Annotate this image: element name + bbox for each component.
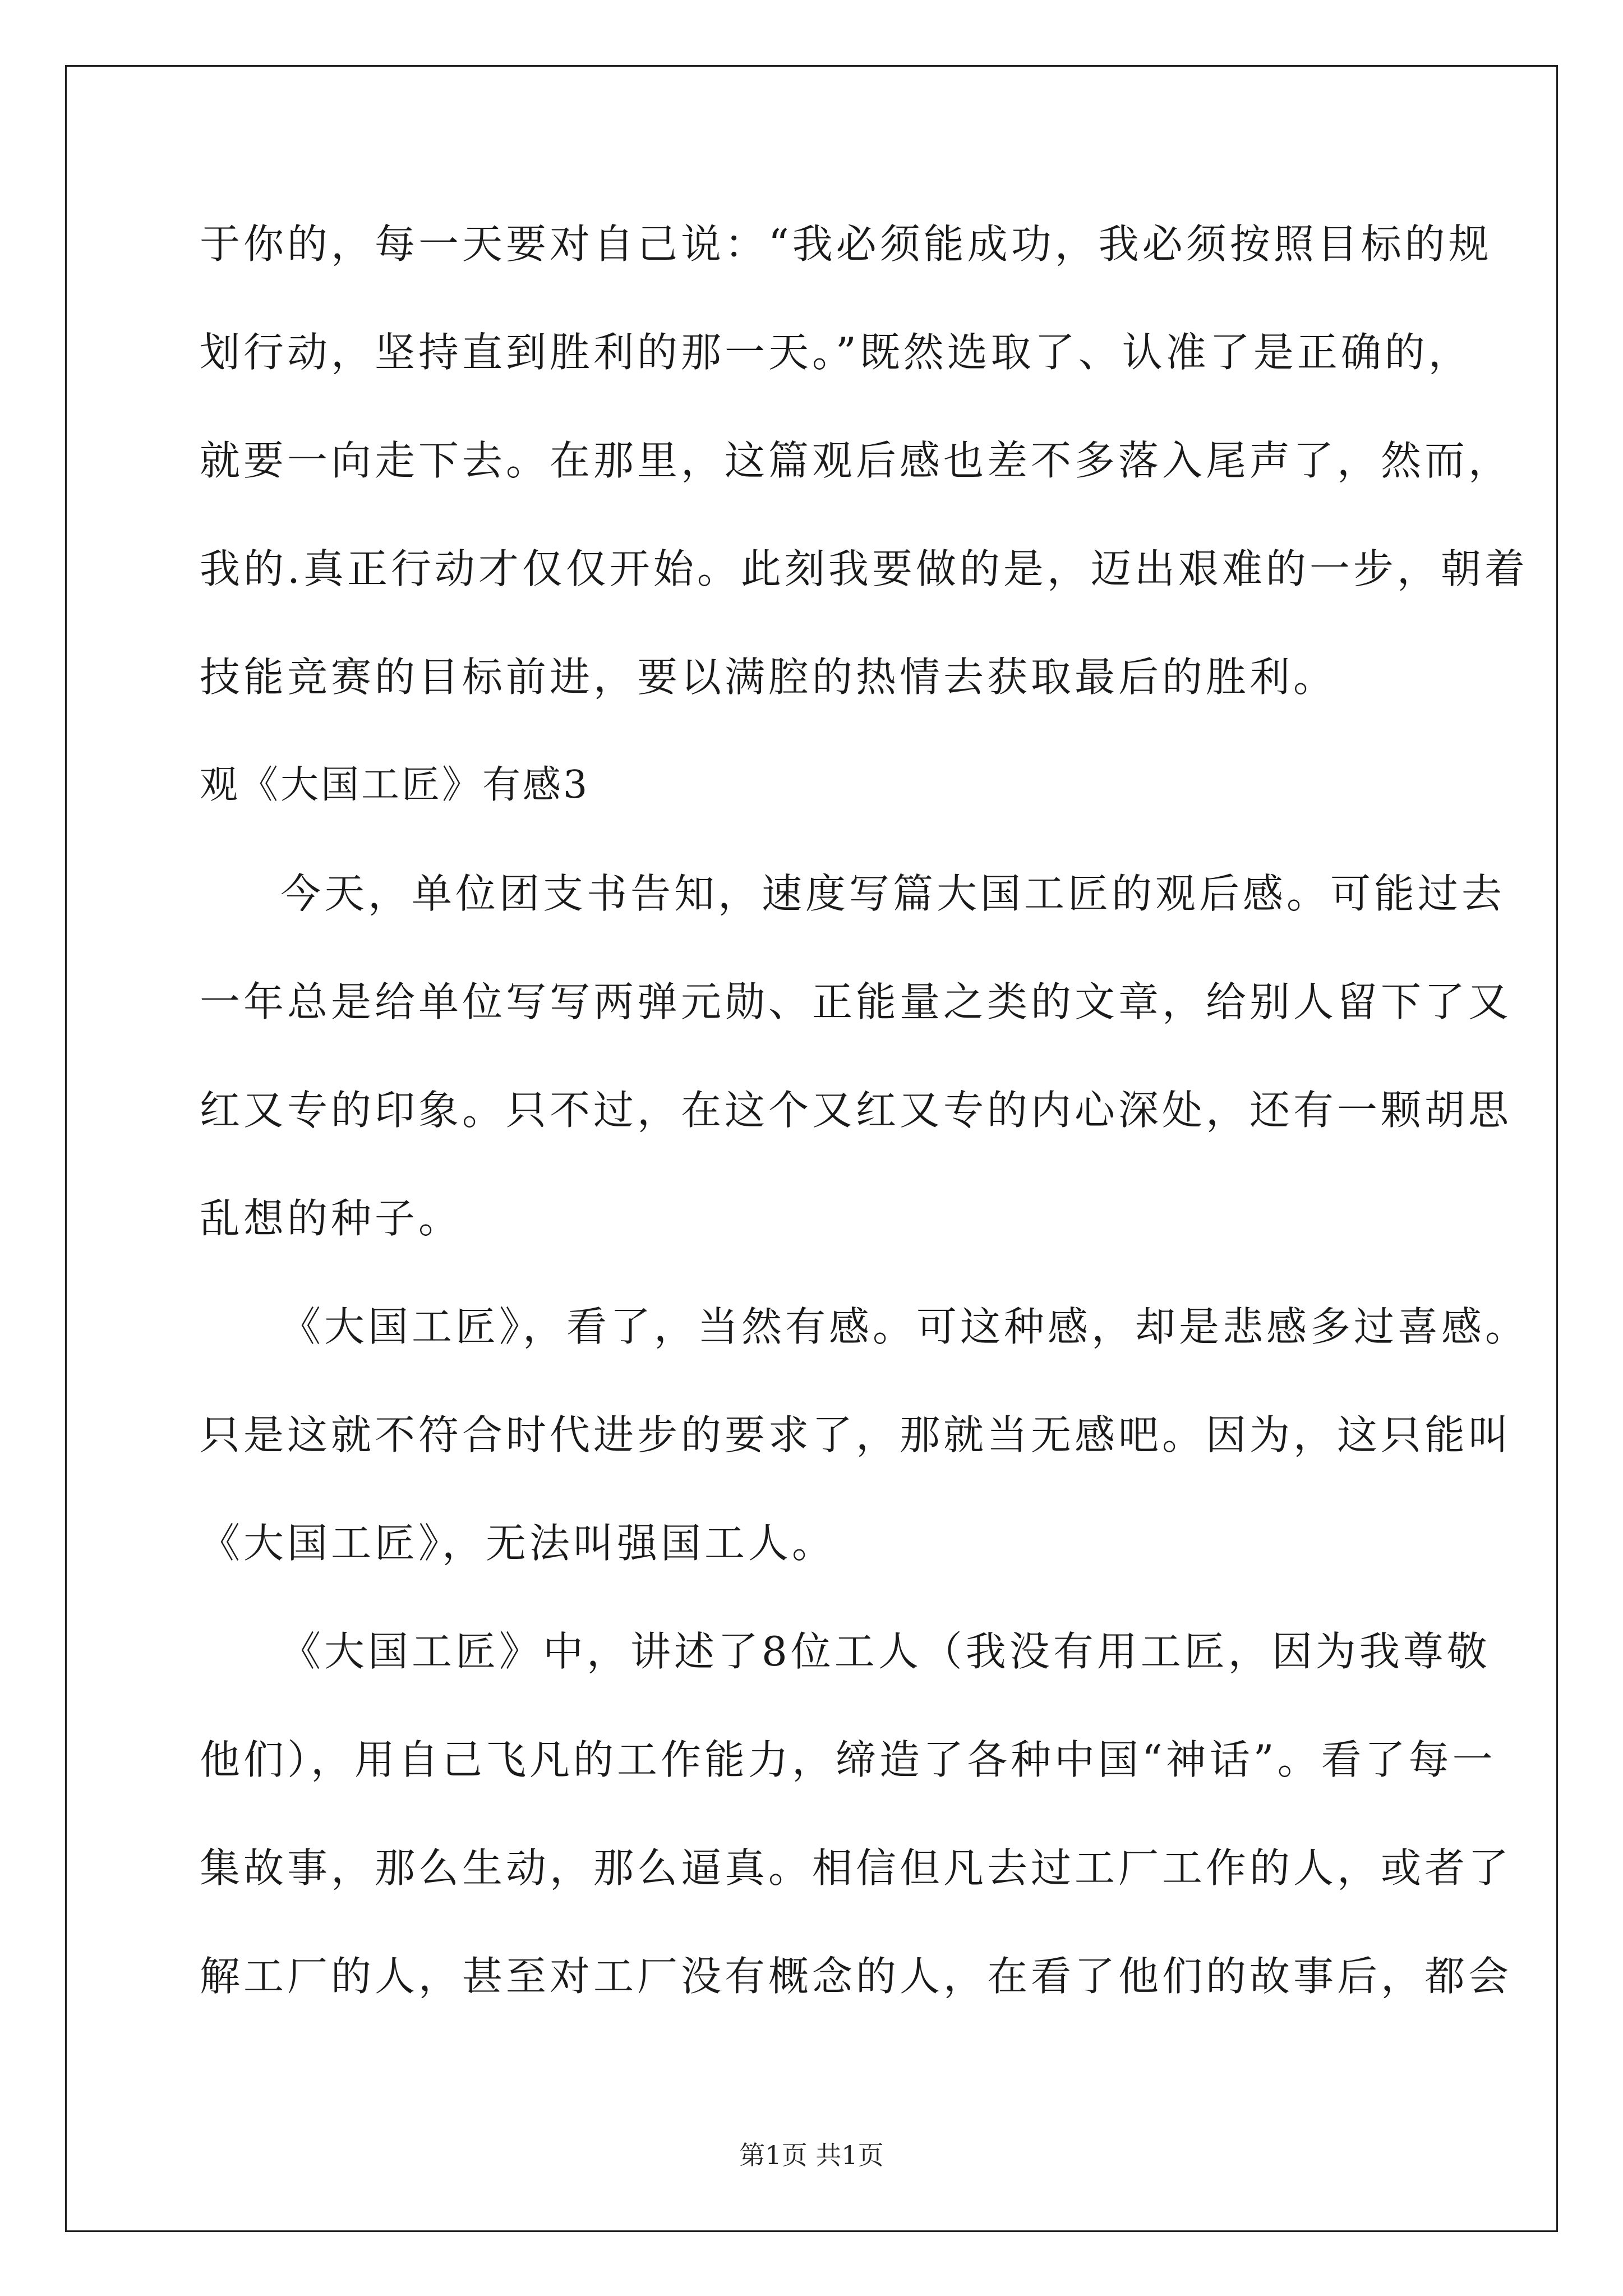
page-border: [65, 65, 1558, 2232]
paragraph-line: 他们），用自己飞凡的工作能力，缔造了各种中国“神话”。看了每一: [200, 1736, 1496, 1783]
paragraph-line: 一年总是给单位写写两弹元勋、正能量之类的文章，给别人留下了又: [200, 978, 1513, 1025]
section-heading: 观《大国工匠》有感3: [200, 763, 590, 807]
paragraph-line: 只是这就不符合时代进步的要求了，那就当无感吧。因为，这只能叫: [200, 1411, 1513, 1458]
paragraph-line: 今天，单位团支书告知，速度写篇大国工匠的观后感。可能过去: [280, 870, 1506, 917]
paragraph-line: 就要一向走下去。在那里，这篇观后感也差不多落入尾声了，然而，: [200, 437, 1513, 484]
paragraph-line: 集故事，那么生动，那么逼真。相信但凡去过工厂工作的人，或者了: [200, 1844, 1513, 1892]
paragraph-line: 《大国工匠》中，讲述了8位工人（我没有用工匠，因为我尊敬: [280, 1628, 1491, 1675]
paragraph-line: 《大国工匠》，无法叫强国工人。: [200, 1520, 836, 1567]
paragraph-line: 于你的，每一天要对自己说：“我必须能成功，我必须按照目标的规: [200, 220, 1492, 268]
paragraph-line: 划行动，坚持直到胜利的那一天。”既然选取了、认准了是正确的，: [200, 329, 1472, 376]
paragraph-line: 红又专的印象。只不过，在这个又红又专的内心深处，还有一颗胡思: [200, 1087, 1513, 1134]
paragraph-line: 《大国工匠》，看了，当然有感。可这种感，却是悲感多过喜感。: [280, 1303, 1529, 1350]
paragraph-line: 技能竞赛的目标前进，要以满腔的热情去获取最后的胜利。: [200, 654, 1338, 701]
page-number-footer: 第1页 共1页: [739, 2140, 884, 2170]
paragraph-line: 解工厂的人，甚至对工厂没有概念的人，在看了他们的故事后，都会: [200, 1953, 1513, 2000]
paragraph-line: 乱想的种子。: [200, 1195, 463, 1242]
paragraph-line: 我的.真正行动才仅仅开始。此刻我要做的是，迈出艰难的一步，朝着: [200, 545, 1528, 592]
